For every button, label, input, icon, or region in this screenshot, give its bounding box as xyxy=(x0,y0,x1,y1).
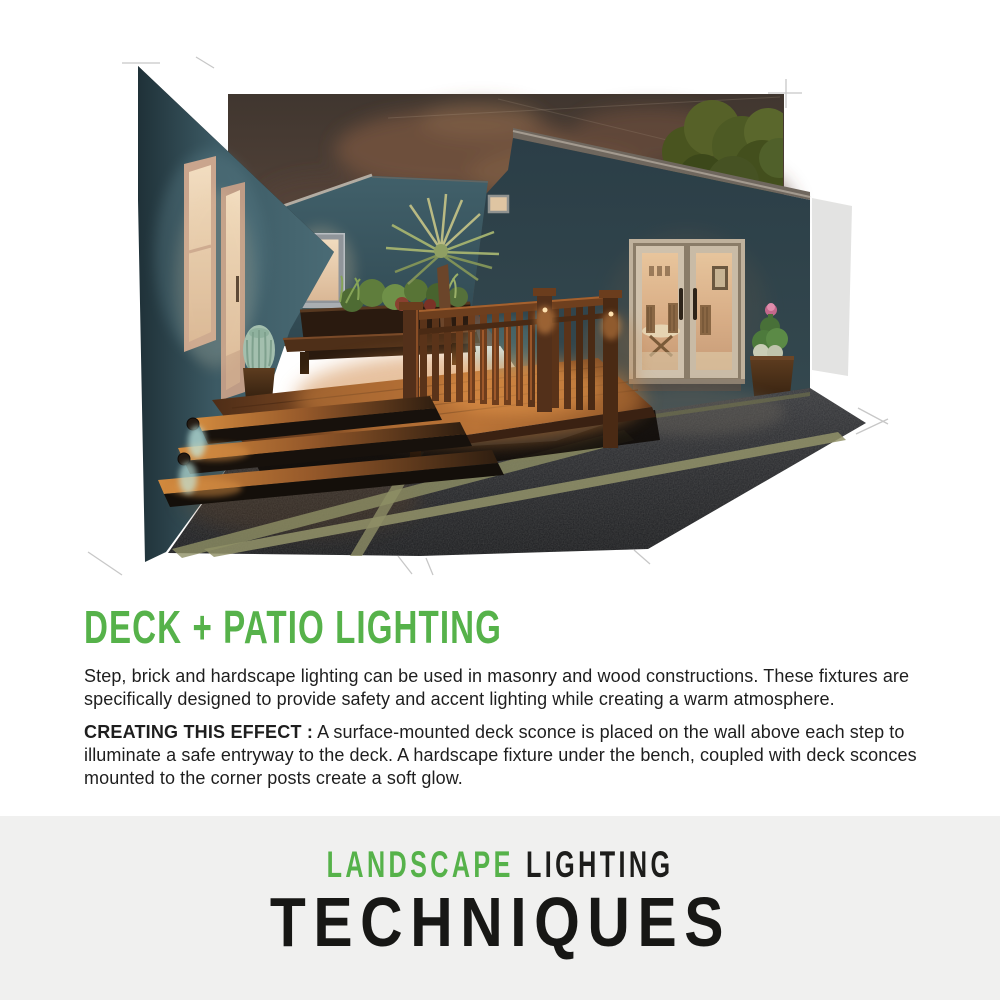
brand-line xyxy=(0,845,1000,886)
effect-label: CREATING THIS EFFECT : xyxy=(84,721,314,742)
article xyxy=(84,601,922,790)
brand-word-landscape: LANDSCAPE xyxy=(326,844,514,885)
side-panel xyxy=(812,198,852,376)
page-title-text: DECK + PATIO LIGHTING xyxy=(84,601,502,653)
brand-title-text: TECHNIQUES xyxy=(269,882,731,961)
effect-text: A surface-mounted deck sconce is placed on the wall above each step to illuminate a safe entryway to the deck. A hardscape fixture under the bench, coupled with deck sconces mounted to the corner posts create a soft glow. xyxy=(84,721,917,788)
brand-footer xyxy=(0,816,1000,1000)
brand-title xyxy=(0,882,1000,961)
potted-cactus-left xyxy=(243,325,275,400)
gable-window xyxy=(489,196,508,212)
page-title xyxy=(84,601,922,653)
brand-word-lighting: LIGHTING xyxy=(525,844,674,885)
intro-paragraph: Step, brick and hardscape lighting can be used in masonry and wood constructions. These fixtures are specifically designed to provide safety and accent lighting while creating a warm atmosphere. xyxy=(84,665,910,709)
effect-paragraph xyxy=(84,721,922,790)
